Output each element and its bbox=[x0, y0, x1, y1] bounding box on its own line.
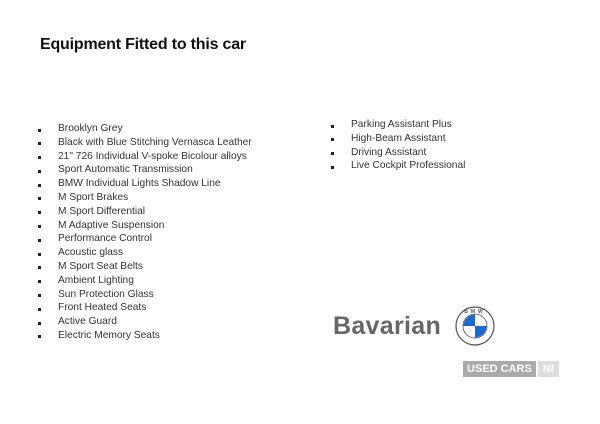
equipment-item: M Sport Seat Belts bbox=[38, 260, 252, 274]
badge-used-cars: USED CARS bbox=[463, 361, 536, 377]
equipment-item: Ambient Lighting bbox=[38, 274, 252, 288]
equipment-item: Live Cockpit Professional bbox=[331, 159, 465, 173]
equipment-item: M Sport Differential bbox=[38, 205, 252, 219]
equipment-item: High-Beam Assistant bbox=[331, 132, 465, 146]
equipment-item: Brooklyn Grey bbox=[38, 122, 252, 136]
badge-region: NI bbox=[538, 361, 559, 377]
equipment-item: Driving Assistant bbox=[331, 146, 465, 160]
equipment-item: M Sport Brakes bbox=[38, 191, 252, 205]
equipment-item: Sport Automatic Transmission bbox=[38, 163, 252, 177]
equipment-item: Black with Blue Stitching Vernasca Leather bbox=[38, 136, 252, 150]
equipment-item: Acoustic glass bbox=[38, 246, 252, 260]
equipment-item: Performance Control bbox=[38, 232, 252, 246]
equipment-item: Active Guard bbox=[38, 315, 252, 329]
brand-name: Bavarian bbox=[333, 311, 442, 340]
bmw-roundel-icon bbox=[455, 306, 495, 346]
roundel-text: BMW bbox=[464, 308, 486, 315]
equipment-item: M Adaptive Suspension bbox=[38, 219, 252, 233]
equipment-item: Electric Memory Seats bbox=[38, 329, 252, 343]
equipment-item: Parking Assistant Plus bbox=[331, 118, 465, 132]
equipment-item: BMW Individual Lights Shadow Line bbox=[38, 177, 252, 191]
page-title: Equipment Fitted to this car bbox=[40, 36, 246, 53]
used-cars-badge bbox=[463, 361, 559, 377]
equipment-item: 21" 726 Individual V-spoke Bicolour alloys bbox=[38, 150, 252, 164]
dealer-logo bbox=[333, 306, 495, 346]
equipment-list-right bbox=[331, 118, 465, 173]
equipment-list-left bbox=[38, 122, 252, 343]
equipment-item: Front Heated Seats bbox=[38, 301, 252, 315]
equipment-item: Sun Protection Glass bbox=[38, 288, 252, 302]
